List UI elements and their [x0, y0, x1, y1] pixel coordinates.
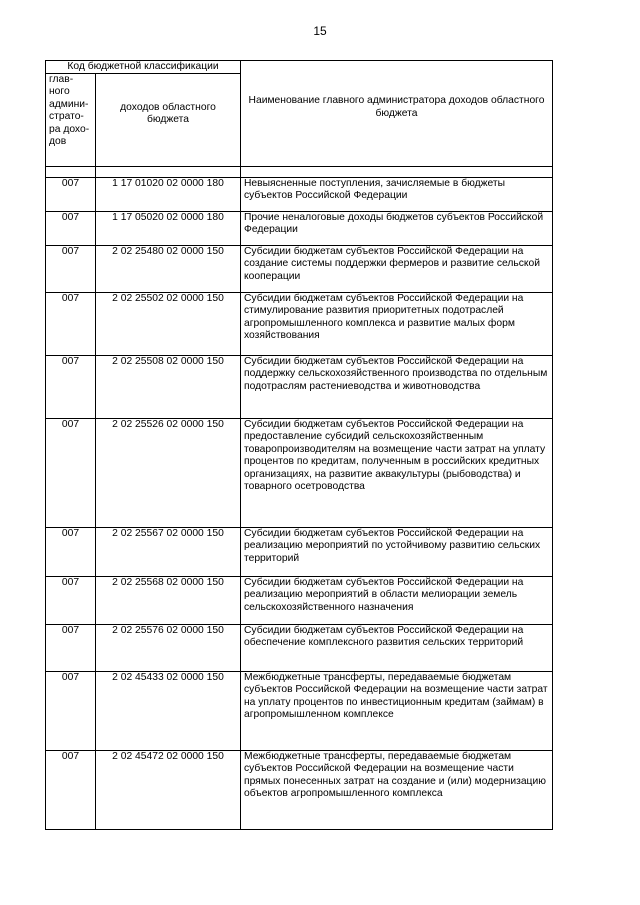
admin-code-cell: 007: [46, 246, 96, 293]
budget-classification-table: [45, 60, 553, 830]
page-number: 15: [313, 24, 327, 38]
admin-code-cell: 007: [46, 528, 96, 577]
header-income-code: доходов областного бюджета: [96, 74, 241, 167]
table-row: [46, 577, 553, 625]
income-name-cell: Субсидии бюджетам субъектов Российской Федерации на обеспечение комплексного развития сельских территорий: [241, 625, 553, 672]
admin-code-cell: 007: [46, 356, 96, 419]
table-row: [46, 672, 553, 751]
income-code-cell: 2 02 25526 02 0000 150: [96, 419, 241, 528]
income-name-cell: Прочие неналоговые доходы бюджетов субъектов Российской Федерации: [241, 212, 553, 246]
income-code-cell: 2 02 25568 02 0000 150: [96, 577, 241, 625]
income-code-cell: 2 02 45472 02 0000 150: [96, 751, 241, 830]
admin-code-cell: 007: [46, 625, 96, 672]
table-row: [46, 528, 553, 577]
income-name-cell: Субсидии бюджетам субъектов Российской Федерации на реализацию мероприятий по устойчивому развитию сельских территорий: [241, 528, 553, 577]
income-code-cell: 2 02 25508 02 0000 150: [96, 356, 241, 419]
income-name-cell: Невыясненные поступления, зачисляемые в бюджеты субъектов Российской Федерации: [241, 178, 553, 212]
table-row: [46, 419, 553, 528]
admin-code-cell: 007: [46, 212, 96, 246]
admin-code-cell: 007: [46, 293, 96, 356]
income-code-cell: 2 02 45433 02 0000 150: [96, 672, 241, 751]
income-code-cell: 2 02 25567 02 0000 150: [96, 528, 241, 577]
income-name-cell: Субсидии бюджетам субъектов Российской Федерации на поддержку сельскохозяйственного производства по отдельным подотраслям растениеводства и животноводства: [241, 356, 553, 419]
table-row: [46, 751, 553, 830]
admin-code-cell: 007: [46, 672, 96, 751]
admin-code-cell: 007: [46, 419, 96, 528]
income-code-cell: 2 02 25502 02 0000 150: [96, 293, 241, 356]
income-name-cell: Субсидии бюджетам субъектов Российской Федерации на создание системы поддержки фермеров и развитие сельской кооперации: [241, 246, 553, 293]
table-row: [46, 293, 553, 356]
income-code-cell: 2 02 25480 02 0000 150: [96, 246, 241, 293]
income-code-cell: 1 17 05020 02 0000 180: [96, 212, 241, 246]
table-row: [46, 178, 553, 212]
table-row: [46, 356, 553, 419]
header-spacer-row: [46, 167, 553, 178]
admin-code-cell: 007: [46, 751, 96, 830]
income-name-cell: Субсидии бюджетам субъектов Российской Федерации на реализацию мероприятий в области мелиорации земель сельскохозяйственного назначения: [241, 577, 553, 625]
header-administrator-name: Наименование главного администратора доходов областного бюджета: [241, 61, 553, 167]
header-budget-classification-code: Код бюджетной классификации: [46, 61, 241, 74]
admin-code-cell: 007: [46, 577, 96, 625]
income-name-cell: Межбюджетные трансферты, передаваемые бюджетам субъектов Российской Федерации на возмещение части прямых понесенных затрат на создание и (или) модернизацию объектов агропромышленного комплекса: [241, 751, 553, 830]
income-name-cell: Субсидии бюджетам субъектов Российской Федерации на стимулирование развития приоритетных подотраслей агропромышленного комплекса и развитие малых форм хозяйствования: [241, 293, 553, 356]
income-name-cell: Межбюджетные трансферты, передаваемые бюджетам субъектов Российской Федерации на возмещение части затрат на уплату процентов по инвестиционным кредитам (займам) в агропромышленном комплексе: [241, 672, 553, 751]
admin-code-cell: 007: [46, 178, 96, 212]
table-row: [46, 212, 553, 246]
header-administrator-code: глав- ного админи- страто- ра дохо- дов: [46, 74, 96, 167]
income-code-cell: 2 02 25576 02 0000 150: [96, 625, 241, 672]
income-code-cell: 1 17 01020 02 0000 180: [96, 178, 241, 212]
table-row: [46, 625, 553, 672]
table-row: [46, 246, 553, 293]
income-name-cell: Субсидии бюджетам субъектов Российской Федерации на предоставление субсидий сельскохозяйственным товаропроизводителям на возмещение части затрат на уплату процентов по кредитам, полученным в российских кредитных организациях, на развитие аквакультуры (рыбоводства) и товарного осетроводства: [241, 419, 553, 528]
